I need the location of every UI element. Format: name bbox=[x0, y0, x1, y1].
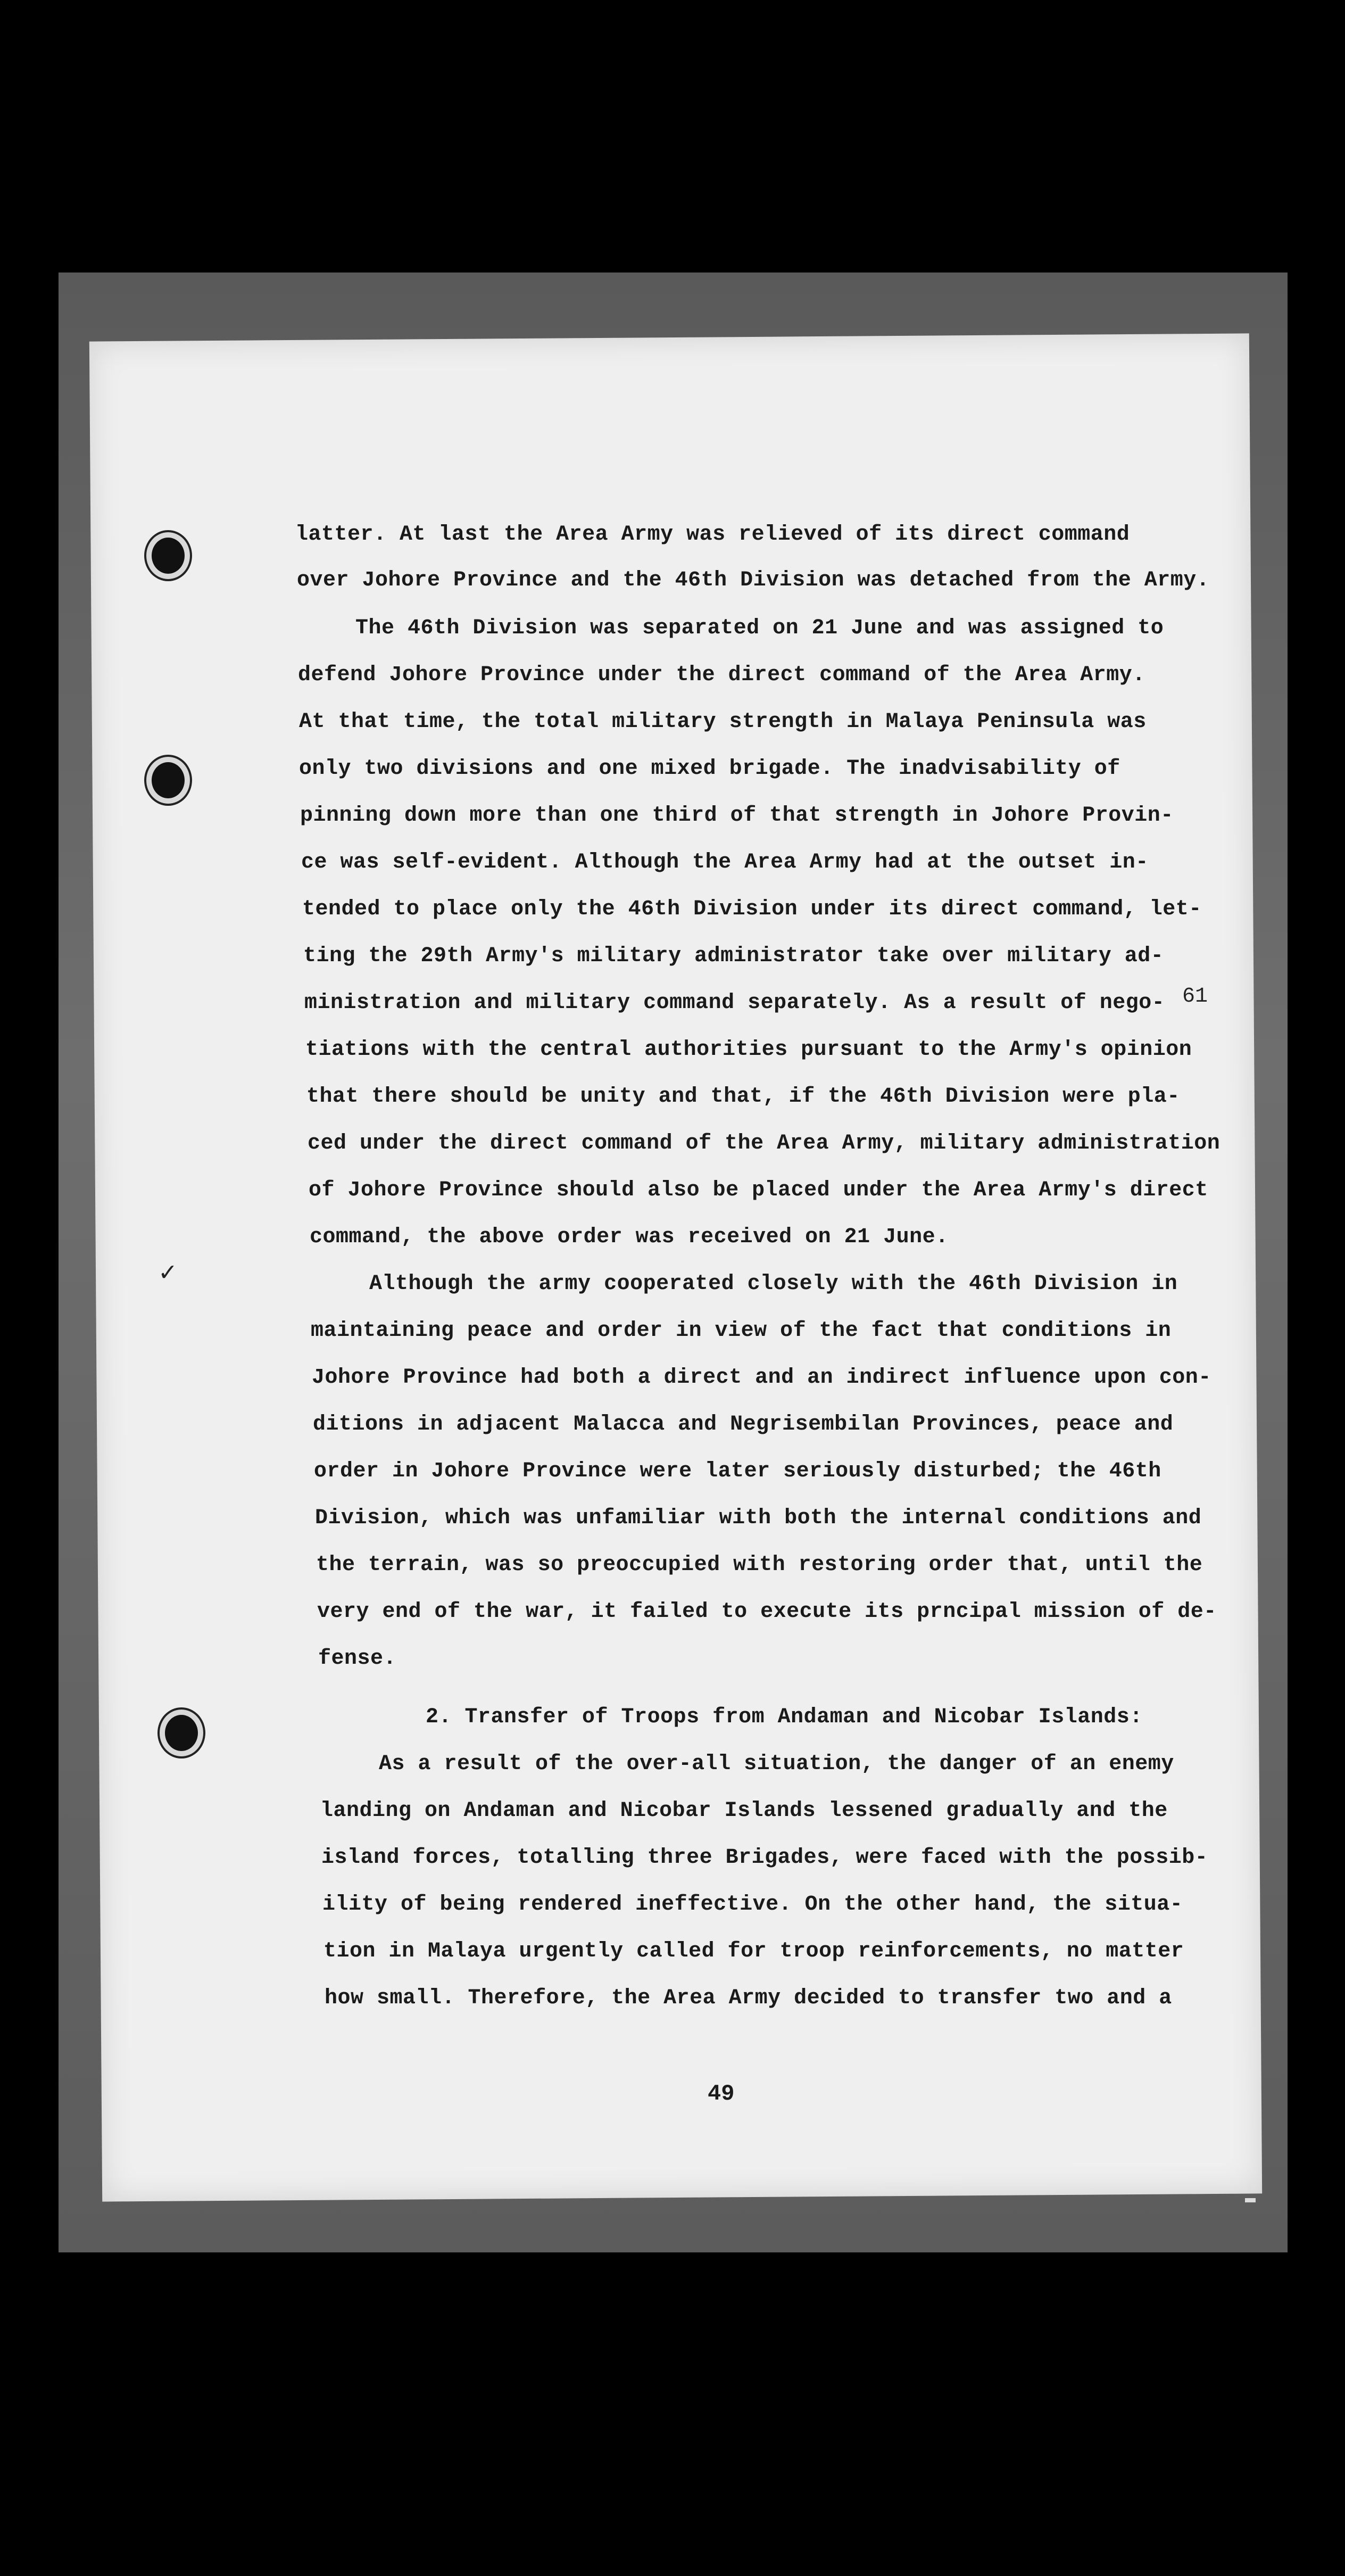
text-line: tion in Malaya urgently called for troop reinforcements, no matter bbox=[323, 1939, 1184, 1963]
text-line: Although the army cooperated closely with the 46th Division in bbox=[369, 1272, 1178, 1296]
margin-number: 61 bbox=[1182, 985, 1208, 1009]
text-line: the terrain, was so preoccupied with restoring order that, until the bbox=[316, 1553, 1203, 1577]
text-line: Division, which was unfamiliar with both the internal conditions and bbox=[315, 1506, 1202, 1530]
page-number: 49 bbox=[708, 2081, 735, 2107]
section-heading: 2. Transfer of Troops from Andaman and Nicobar Islands: bbox=[426, 1705, 1143, 1729]
check-mark: ✓ bbox=[160, 1259, 176, 1289]
text-line: latter. At last the Area Army was relieved of its direct command bbox=[295, 523, 1130, 547]
edge-mark bbox=[1245, 2198, 1256, 2202]
document-page bbox=[89, 333, 1262, 2201]
text-line: As a result of the over-all situation, the danger of an enemy bbox=[379, 1752, 1174, 1776]
text-line: At that time, the total military strength in Malaya Peninsula was bbox=[299, 710, 1147, 734]
text-line: ility of being rendered ineffective. On the other hand, the situa- bbox=[322, 1893, 1183, 1917]
text-line: defend Johore Province under the direct command of the Area Army. bbox=[298, 663, 1145, 687]
text-line: fense. bbox=[318, 1647, 397, 1671]
text-line: Johore Province had both a direct and an indirect influence upon con- bbox=[312, 1366, 1211, 1390]
text-line: of Johore Province should also be placed under the Area Army's direct bbox=[309, 1178, 1208, 1202]
text-line: landing on Andaman and Nicobar Islands lessened gradually and the bbox=[320, 1799, 1168, 1823]
text-line: that there should be unity and that, if the 46th Division were pla- bbox=[306, 1085, 1180, 1109]
text-line: ced under the direct command of the Area Army, military administration bbox=[308, 1132, 1221, 1155]
text-line: command, the above order was received on 21 June. bbox=[310, 1225, 949, 1249]
text-line: very end of the war, it failed to execute its prncipal mission of de- bbox=[317, 1600, 1217, 1624]
text-line: ce was self-evident. Although the Area Army had at the outset in- bbox=[301, 851, 1149, 874]
text-line: pinning down more than one third of that strength in Johore Provin- bbox=[300, 804, 1174, 828]
text-line: only two divisions and one mixed brigade. The inadvisability of bbox=[299, 757, 1120, 781]
text-line: over Johore Province and the 46th Division was detached from the Army. bbox=[297, 568, 1210, 592]
text-line: ministration and military command separately. As a result of nego- bbox=[304, 991, 1165, 1015]
text-line: tiations with the central authorities pursuant to the Army's opinion bbox=[305, 1038, 1192, 1062]
text-line: order in Johore Province were later seriously disturbed; the 46th bbox=[314, 1459, 1161, 1483]
text-line: maintaining peace and order in view of the fact that conditions in bbox=[311, 1319, 1172, 1343]
text-line: The 46th Division was separated on 21 June and was assigned to bbox=[355, 616, 1164, 640]
punch-hole-top bbox=[152, 538, 185, 574]
text-line: ditions in adjacent Malacca and Negrisembilan Provinces, peace and bbox=[313, 1413, 1174, 1436]
punch-hole-bottom bbox=[165, 1715, 198, 1751]
text-line: how small. Therefore, the Area Army decided to transfer two and a bbox=[325, 1986, 1172, 2010]
text-line: island forces, totalling three Brigades, were faced with the possib- bbox=[321, 1846, 1208, 1870]
text-line: ting the 29th Army's military administrator take over military ad- bbox=[303, 944, 1164, 968]
text-line: tended to place only the 46th Division under its direct command, let- bbox=[302, 897, 1202, 921]
punch-hole-middle bbox=[152, 762, 185, 798]
